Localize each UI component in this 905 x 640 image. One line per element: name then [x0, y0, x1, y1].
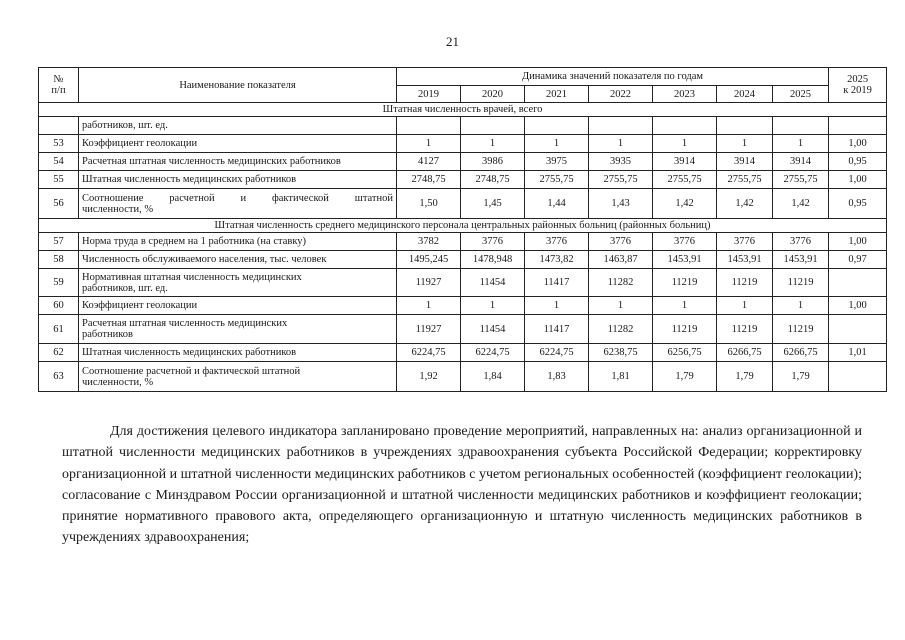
row-value: 3782 [397, 233, 461, 251]
row-number: 57 [39, 233, 79, 251]
row-value: 1,81 [589, 362, 653, 392]
row-value: 3776 [461, 233, 525, 251]
table-row [39, 362, 887, 392]
row-index: 0,95 [829, 189, 887, 219]
year-cell: 2021 [525, 86, 589, 103]
row-name-line2: работников [82, 329, 133, 340]
row-value: 6224,75 [525, 344, 589, 362]
row-value: 3986 [461, 153, 525, 171]
row-value: 6266,75 [717, 344, 773, 362]
row-value: 1,43 [589, 189, 653, 219]
row-value: 1453,91 [653, 251, 717, 269]
row-value: 11417 [525, 315, 589, 344]
row-name-line2: численности, % [82, 203, 154, 215]
row-number: 60 [39, 297, 79, 315]
body-paragraph [62, 421, 862, 549]
row-index [829, 362, 887, 392]
row-index [829, 269, 887, 297]
header-dynamics: Динамика значений показателя по годам [397, 68, 829, 86]
row-value: 3776 [525, 233, 589, 251]
row-value: 3914 [653, 153, 717, 171]
table-row [39, 117, 887, 135]
header-num-line2: п/п [51, 85, 66, 96]
row-value: 1478,948 [461, 251, 525, 269]
row-value: 11927 [397, 315, 461, 344]
year-cell: 2020 [461, 86, 525, 103]
row-value: 11417 [525, 269, 589, 297]
row-value: 3975 [525, 153, 589, 171]
row-value [525, 117, 589, 135]
row-value: 3914 [773, 153, 829, 171]
row-name [79, 362, 397, 392]
row-index: 0,97 [829, 251, 887, 269]
row-value: 1,44 [525, 189, 589, 219]
row-value: 1,83 [525, 362, 589, 392]
row-value: 1,79 [773, 362, 829, 392]
row-value [589, 117, 653, 135]
row-value: 1 [773, 297, 829, 315]
row-value: 1 [461, 297, 525, 315]
page-number: 21 [446, 34, 459, 49]
row-name [79, 189, 397, 219]
table-row [39, 297, 887, 315]
row-index: 1,00 [829, 171, 887, 189]
row-value: 3935 [589, 153, 653, 171]
row-value: 1,45 [461, 189, 525, 219]
table-row [39, 171, 887, 189]
row-name-line2: работников, шт. ед. [82, 282, 168, 294]
row-value: 3776 [773, 233, 829, 251]
year-cell: 2023 [653, 86, 717, 103]
row-name: Штатная численность медицинских работников [79, 171, 397, 189]
row-name: Коэффициент геолокации [79, 135, 397, 153]
row-index: 0,95 [829, 153, 887, 171]
row-name: Расчетная штатная численность медицинских работников [79, 153, 397, 171]
row-value: 1 [397, 135, 461, 153]
table-row [39, 344, 887, 362]
row-value: 1,79 [653, 362, 717, 392]
section-title-nurses: Штатная численность среднего медицинского персонала центральных районных больниц (районных больниц) [39, 219, 887, 233]
row-value: 11219 [717, 315, 773, 344]
row-name [79, 269, 397, 297]
row-value: 6238,75 [589, 344, 653, 362]
table-row [39, 315, 887, 344]
table-row [39, 153, 887, 171]
row-value: 3776 [589, 233, 653, 251]
year-cell: 2024 [717, 86, 773, 103]
row-value: 1453,91 [717, 251, 773, 269]
row-value: 1,50 [397, 189, 461, 219]
row-value: 2755,75 [589, 171, 653, 189]
year-cell: 2025 [773, 86, 829, 103]
row-number: 58 [39, 251, 79, 269]
section-row-nurses [39, 219, 887, 233]
row-value: 2755,75 [653, 171, 717, 189]
row-value: 1,79 [717, 362, 773, 392]
row-value: 1473,82 [525, 251, 589, 269]
row-value: 4127 [397, 153, 461, 171]
row-value: 11219 [717, 269, 773, 297]
section-title-doctors: Штатная численность врачей, всего [39, 103, 887, 117]
row-value: 2748,75 [397, 171, 461, 189]
row-value: 3776 [653, 233, 717, 251]
header-num-line1: № [53, 74, 64, 85]
table-row [39, 251, 887, 269]
row-value [717, 117, 773, 135]
year-cell: 2022 [589, 86, 653, 103]
row-value: 6224,75 [461, 344, 525, 362]
row-value: 1,42 [653, 189, 717, 219]
row-value [653, 117, 717, 135]
row-value: 1 [589, 297, 653, 315]
row-value: 2755,75 [525, 171, 589, 189]
row-number: 53 [39, 135, 79, 153]
row-name: работников, шт. ед. [79, 117, 397, 135]
row-number: 55 [39, 171, 79, 189]
row-value: 6256,75 [653, 344, 717, 362]
row-value: 1 [525, 297, 589, 315]
row-name: Норма труда в среднем на 1 работника (на ставку) [79, 233, 397, 251]
row-value: 11454 [461, 315, 525, 344]
row-number: 61 [39, 315, 79, 344]
row-value: 11927 [397, 269, 461, 297]
row-value: 1 [525, 135, 589, 153]
row-index [829, 315, 887, 344]
year-cell: 2019 [397, 86, 461, 103]
row-value: 6266,75 [773, 344, 829, 362]
header-index-line1: 2025 [847, 74, 869, 85]
row-index [829, 117, 887, 135]
row-index: 1,00 [829, 135, 887, 153]
row-value [461, 117, 525, 135]
row-value: 11219 [653, 315, 717, 344]
table-row [39, 135, 887, 153]
row-value: 11219 [773, 315, 829, 344]
row-value: 1 [717, 297, 773, 315]
row-value: 2748,75 [461, 171, 525, 189]
row-index: 1,00 [829, 297, 887, 315]
row-value: 11282 [589, 269, 653, 297]
row-number: 59 [39, 269, 79, 297]
section-row-doctors [39, 103, 887, 117]
header-name: Наименование показателя [79, 68, 397, 103]
row-number [39, 117, 79, 135]
row-value: 1,42 [773, 189, 829, 219]
row-name-line2: численности, % [82, 376, 154, 388]
header-index-line2: к 2019 [843, 85, 872, 96]
table-row [39, 269, 887, 297]
row-value: 2755,75 [717, 171, 773, 189]
row-value: 2755,75 [773, 171, 829, 189]
row-value: 1453,91 [773, 251, 829, 269]
row-name: Коэффициент геолокации [79, 297, 397, 315]
row-value: 1,84 [461, 362, 525, 392]
row-number: 56 [39, 189, 79, 219]
row-value: 1 [589, 135, 653, 153]
row-name [79, 315, 397, 344]
row-name-line1: Соотношение расчетной и фактической штатной [82, 192, 393, 204]
row-value: 11454 [461, 269, 525, 297]
row-value: 1 [717, 135, 773, 153]
row-value: 1495,245 [397, 251, 461, 269]
row-value: 3776 [717, 233, 773, 251]
row-value: 1 [461, 135, 525, 153]
row-value: 1 [653, 135, 717, 153]
row-name-line1: Нормативная штатная численность медицинских [82, 271, 302, 283]
row-value: 1,92 [397, 362, 461, 392]
header-num [39, 68, 79, 103]
row-value: 11219 [653, 269, 717, 297]
row-value: 3914 [717, 153, 773, 171]
row-number: 54 [39, 153, 79, 171]
row-value [773, 117, 829, 135]
row-value: 1 [397, 297, 461, 315]
row-value: 11282 [589, 315, 653, 344]
row-name: Численность обслуживаемого населения, тыс. человек [79, 251, 397, 269]
row-name-line1: Соотношение расчетной и фактической штатной [82, 365, 301, 377]
row-name: Штатная численность медицинских работников [79, 344, 397, 362]
row-name-line1: Расчетная штатная численность медицинских [82, 318, 288, 329]
table-row [39, 233, 887, 251]
row-number: 62 [39, 344, 79, 362]
staffing-table [38, 67, 887, 392]
row-index: 1,01 [829, 344, 887, 362]
paragraph-text: Для достижения целевого индикатора запланировано проведение мероприятий, направленных на: анализ организационной и штатной численности медицинских работников в учреждениях здравоохранения субъекта Российской Федерации; корректировку организационной и штатной численности медицинских работников с учетом региональных особенностей (коэффициент геолокации); согласование с Минздравом России организационной и штатной численности медицинских работников и коэффициент геолокации; принятие нормативного правового акта, определяющего организационную и штатную численность медицинских работников в учреждениях здравоохранения; [62, 424, 862, 546]
row-value: 1 [653, 297, 717, 315]
table-header-row [39, 68, 887, 86]
row-value: 1 [773, 135, 829, 153]
row-value [397, 117, 461, 135]
row-index: 1,00 [829, 233, 887, 251]
table-row [39, 189, 887, 219]
row-value: 1,42 [717, 189, 773, 219]
header-index [829, 68, 887, 103]
row-number: 63 [39, 362, 79, 392]
row-value: 11219 [773, 269, 829, 297]
row-value: 6224,75 [397, 344, 461, 362]
row-value: 1463,87 [589, 251, 653, 269]
